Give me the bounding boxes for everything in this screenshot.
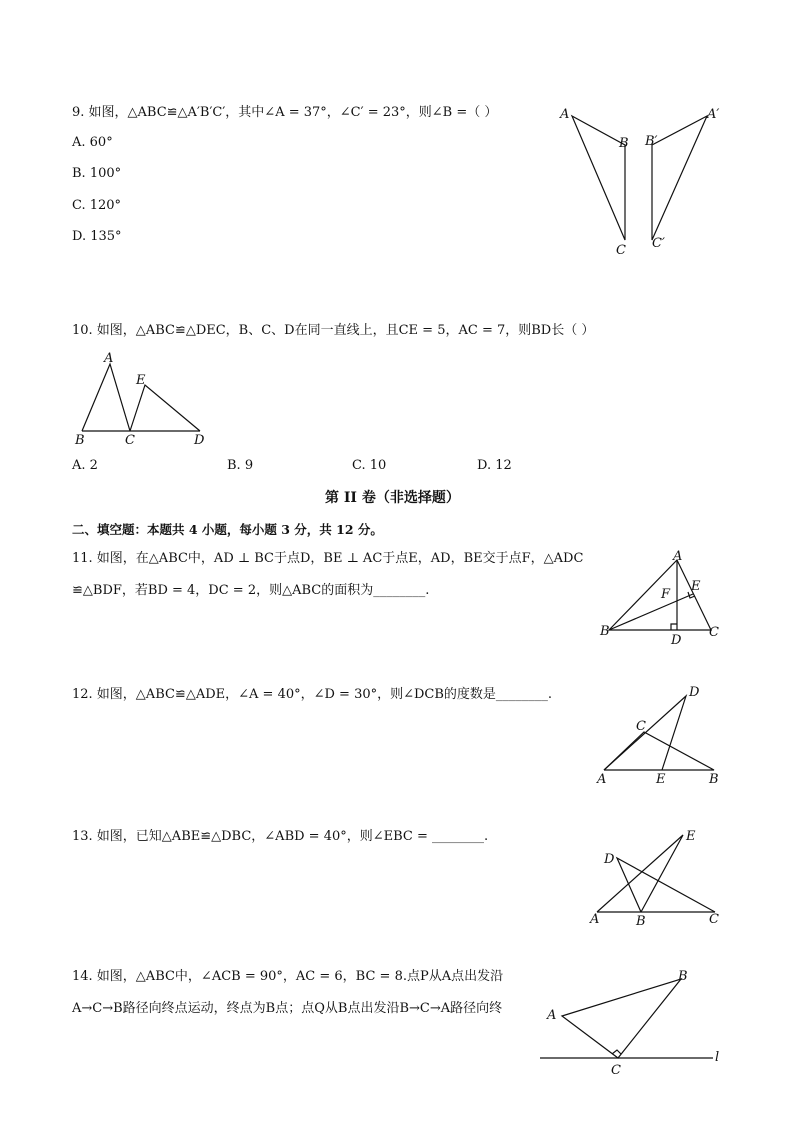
q12-label-d: D [689,685,700,700]
q10-label-c: C [125,433,135,448]
q10-triangle-dec [130,385,200,431]
q9-option-d: D. 135° [72,229,122,244]
q9-label-c1: C′ [652,236,665,251]
q10-label-b: B [75,433,85,448]
q11-triangle-abc [609,560,711,630]
q10-option-a: A. 2 [72,458,98,473]
q13-figure [585,825,730,930]
section2-desc: 二、填空题：本题共 4 小题，每小题 3 分，共 12 分。 [72,522,383,537]
section2-title: 第 II 卷（非选择题） [325,490,460,506]
q9-triangle-abc [572,116,625,240]
q9-label-b1: B′ [645,134,658,149]
q12-label-e: E [656,772,666,787]
q13-label-b: B [636,914,646,929]
q13-label-a: A [590,912,600,927]
q14-label-a: A [547,1008,557,1023]
q10-label-d: D [194,433,205,448]
q13-label-e: E [686,829,696,844]
q11-label-a: A [673,549,683,564]
q14-line2: A→C→B路径向终点运动，终点为B点；点Q从B点出发沿B→C→A路径向终 [72,1001,503,1016]
q11-label-d: D [671,633,682,648]
q10-option-b: B. 9 [227,458,254,473]
q14-right-angle-c [612,1050,621,1054]
q9-label-a1: A′ [707,107,720,122]
q14-figure [535,962,730,1080]
q12-label-a: A [597,772,607,787]
q14-line1: 14. 如图，△ABC中，∠ACB = 90°，AC = 6，BC = 8.点P从A点出发沿 [72,969,504,984]
q11-label-b: B [600,624,610,639]
q14-triangle-abc [562,979,681,1058]
q10-option-d: D. 12 [477,458,512,473]
q11-altitude-be [609,594,693,630]
q11-label-e: E [691,579,701,594]
q9-label-a: A [560,107,570,122]
q12-label-c: C [636,719,646,734]
q9-label-c: C [616,243,626,258]
q9-triangle-a1b1c1 [652,116,707,240]
q10-option-c: C. 10 [352,458,387,473]
q13-label-c: C [709,912,719,927]
q11-label-f: F [661,587,671,602]
q11-line2: ≌△BDF，若BD = 4，DC = 2，则△ABC的面积为________. [72,583,430,598]
q9-option-c: C. 120° [72,198,122,213]
q10-stem: 10. 如图，△ABC≌△DEC，B、C、D在同一直线上，且CE = 5，AC = 7，则BD长（ ） [72,323,595,338]
q10-label-e: E [136,373,146,388]
q12-label-b: B [709,772,719,787]
q10-triangle-abc [82,364,130,431]
q14-label-l: l [715,1050,720,1065]
q11-line1: 11. 如图，在△ABC中，AD ⊥ BC于点D，BE ⊥ AC于点E，AD，BE交于点F，△ADC [72,551,584,566]
q12-figure [590,680,730,790]
q13-stem: 13. 如图，已知△ABE≌△DBC，∠ABD = 40°，则∠EBC = ________. [72,829,489,844]
q11-right-angle-d [671,624,677,630]
q9-figure [555,100,735,260]
q10-label-a: A [104,351,114,366]
q11-figure [595,548,730,648]
q14-label-b: B [678,969,688,984]
q14-label-c: C [611,1063,621,1078]
q11-label-c: C [709,625,719,640]
q13-label-d: D [604,852,615,867]
q13-triangle-abe [597,835,683,912]
q12-stem: 12. 如图，△ABC≌△ADE，∠A = 40°，∠D = 30°，则∠DCB的度数是________. [72,687,553,702]
q9-option-a: A. 60° [72,135,113,150]
q12-triangle-abc [604,732,714,770]
q10-figure [70,345,220,450]
q9-option-b: B. 100° [72,166,122,181]
q9-stem: 9. 如图，△ABC≌△A′B′C′，其中∠A = 37°，∠C′ = 23°，则∠B =（ ） [72,105,498,120]
q9-label-b: B [619,136,629,151]
